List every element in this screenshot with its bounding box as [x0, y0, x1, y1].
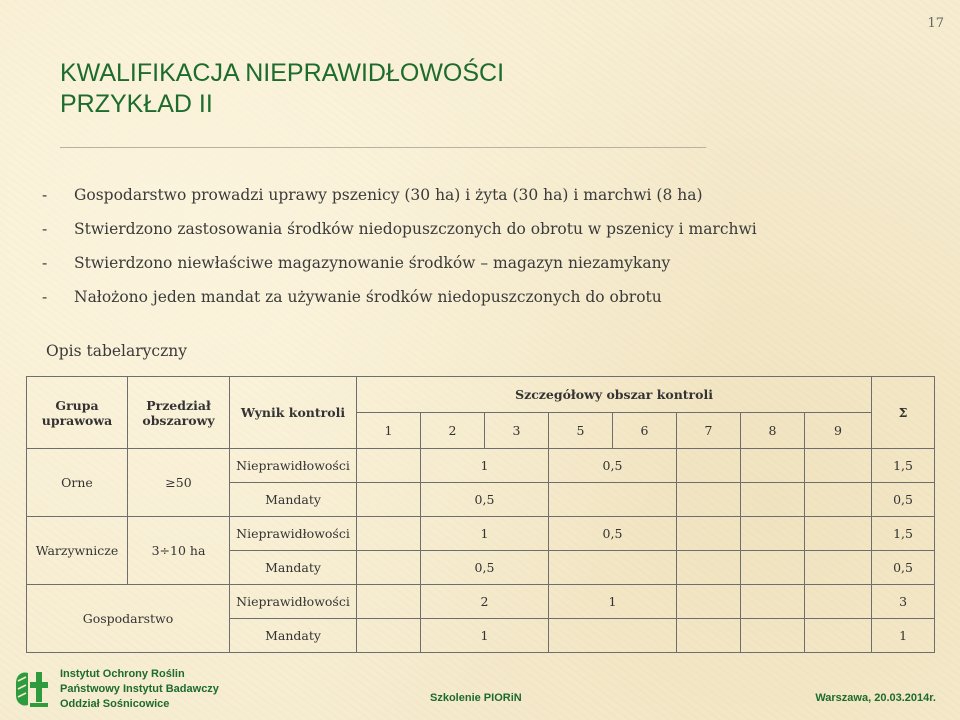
sum-cell: 1,5 — [872, 517, 935, 551]
bullet-text: Nałożono jeden mandat za używanie środków niedopuszczonych do obrotu — [74, 288, 662, 306]
area-number: 5 — [549, 413, 613, 449]
bullet-marker: - — [42, 254, 48, 272]
group-name: Warzywnicze — [27, 517, 128, 585]
table-row — [27, 517, 935, 551]
table-cell: 2 — [421, 585, 549, 619]
table-row — [27, 449, 935, 483]
table-cell — [677, 517, 741, 551]
table-cell — [357, 551, 421, 585]
group-name: Orne — [27, 449, 128, 517]
institute-logo-icon — [14, 669, 48, 709]
table-cell — [677, 551, 741, 585]
table-cell — [677, 449, 741, 483]
result-label: Mandaty — [230, 551, 357, 585]
table-cell — [549, 483, 677, 517]
result-label: Mandaty — [230, 619, 357, 653]
table-cell — [805, 585, 872, 619]
sum-cell: 1 — [872, 619, 935, 653]
bullet-text: Gospodarstwo prowadzi uprawy pszenicy (30 ha) i żyta (30 ha) i marchwi (8 ha) — [74, 186, 703, 204]
sum-cell: 0,5 — [872, 483, 935, 517]
table-cell — [741, 551, 805, 585]
sum-cell: 3 — [872, 585, 935, 619]
table-cell — [357, 449, 421, 483]
table-cell — [357, 517, 421, 551]
table-cell: 0,5 — [421, 483, 549, 517]
group-range: ≥50 — [128, 449, 230, 517]
institute-name — [60, 667, 219, 712]
group-name: Gospodarstwo — [27, 585, 230, 653]
footer-event: Szkolenie PIORiN — [430, 692, 522, 704]
title-divider — [60, 147, 706, 148]
area-number: 2 — [421, 413, 485, 449]
table-caption: Opis tabelaryczny — [46, 342, 187, 360]
table-cell — [357, 483, 421, 517]
table-cell — [805, 551, 872, 585]
page-number: 17 — [927, 16, 944, 31]
table-cell — [741, 517, 805, 551]
table-cell — [805, 517, 872, 551]
bullet-marker: - — [42, 288, 48, 306]
table-cell — [741, 619, 805, 653]
area-number: 6 — [613, 413, 677, 449]
table-cell — [805, 619, 872, 653]
result-label: Nieprawidłowości — [230, 449, 357, 483]
sum-cell: 0,5 — [872, 551, 935, 585]
area-number: 9 — [805, 413, 872, 449]
table-cell — [741, 449, 805, 483]
header-detail-area: Szczegółowy obszar kontroli — [357, 377, 872, 413]
result-label: Nieprawidłowości — [230, 585, 357, 619]
table-cell — [805, 449, 872, 483]
area-number: 8 — [741, 413, 805, 449]
header-sum: Σ — [872, 377, 935, 449]
table-cell — [549, 619, 677, 653]
table-cell — [677, 619, 741, 653]
table-cell — [357, 585, 421, 619]
header-group: Grupa uprawowa — [27, 377, 128, 449]
institute-line-1: Instytut Ochrony Roślin — [60, 668, 185, 680]
table-cell: 1 — [421, 449, 549, 483]
slide-title — [60, 58, 504, 120]
bullet-text: Stwierdzono zastosowania środków niedopuszczonych do obrotu w pszenicy i marchwi — [74, 220, 757, 238]
table-header-row — [27, 377, 935, 413]
bullet-marker: - — [42, 220, 48, 238]
area-number: 7 — [677, 413, 741, 449]
bullet-marker: - — [42, 186, 48, 204]
footer-date: Warszawa, 20.03.2014r. — [815, 692, 936, 704]
inspection-table — [26, 376, 935, 653]
bullet-text: Stwierdzono niewłaściwe magazynowanie środków – magazyn niezamykany — [74, 254, 671, 272]
table-cell — [357, 619, 421, 653]
table-cell — [741, 585, 805, 619]
group-range: 3÷10 ha — [128, 517, 230, 585]
bullet-item — [42, 254, 922, 288]
table-cell — [677, 483, 741, 517]
bullet-list — [42, 186, 922, 322]
header-result: Wynik kontroli — [230, 377, 357, 449]
header-range: Przedział obszarowy — [128, 377, 230, 449]
table-cell: 0,5 — [549, 449, 677, 483]
table-cell: 1 — [549, 585, 677, 619]
result-label: Nieprawidłowości — [230, 517, 357, 551]
table-cell: 0,5 — [421, 551, 549, 585]
table-cell — [677, 585, 741, 619]
title-line-1: KWALIFIKACJA NIEPRAWIDŁOWOŚCI — [60, 59, 505, 87]
institute-line-2: Państwowy Instytut Badawczy — [60, 683, 219, 695]
title-line-2: PRZYKŁAD II — [60, 90, 213, 118]
bullet-item — [42, 220, 922, 254]
table-cell: 0,5 — [549, 517, 677, 551]
table-cell — [805, 483, 872, 517]
result-label: Mandaty — [230, 483, 357, 517]
table-cell: 1 — [421, 619, 549, 653]
bullet-item — [42, 288, 922, 322]
table-cell — [741, 483, 805, 517]
table-cell: 1 — [421, 517, 549, 551]
area-number: 1 — [357, 413, 421, 449]
table-cell — [549, 551, 677, 585]
institute-line-3: Oddział Sośnicowice — [60, 698, 170, 710]
sum-cell: 1,5 — [872, 449, 935, 483]
bullet-item — [42, 186, 922, 220]
table-row — [27, 585, 935, 619]
area-number: 3 — [485, 413, 549, 449]
